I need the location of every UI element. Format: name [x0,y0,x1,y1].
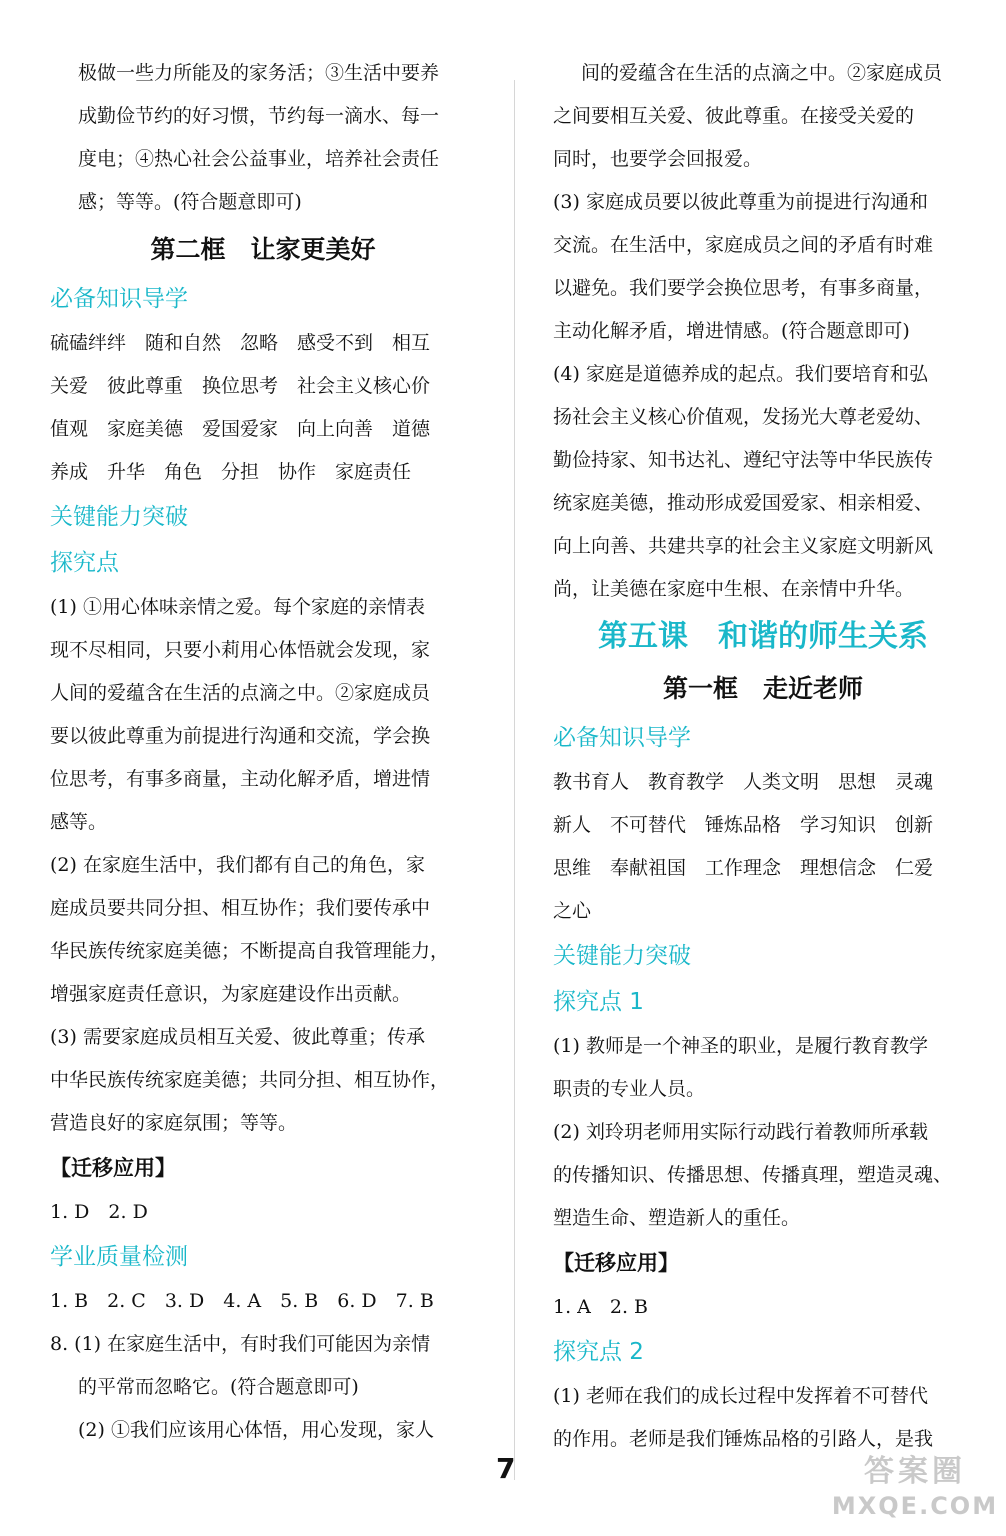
watermark-logo-text: 答案圈 [864,1454,966,1489]
text-line: 度电；④热心社会公益事业，培养社会责任 [78,148,440,170]
keyword-line: 养成 升华 角色 分担 协作 家庭责任 [50,461,412,483]
text-line: 感等。 [50,811,108,833]
frame-title: 第二框 让家更美好 [150,235,376,264]
keyword-line: 值观 家庭美德 爱国爱家 向上向善 道德 [50,418,431,440]
text-line: 勤俭持家、知书达礼、遵纪守法等中华民族传 [553,449,934,471]
text-line: 之间要相互关爱、彼此尊重。在接受关爱的 [553,105,915,127]
keyword-line: 思维 奉献祖国 工作理念 理想信念 仁爱 [553,857,934,879]
text-line: 统家庭美德，推动形成爱国爱家、相亲相爱、 [553,492,934,514]
transfer-heading: 【迁移应用】 [553,1250,679,1275]
text-line: 极做一些力所能及的家务活；③生活中要养 [78,62,440,84]
left-column [50,52,476,1452]
text-line: 的传播知识、传播思想、传播真理，塑造灵魂、 [553,1164,953,1186]
text-line: 主动化解矛盾，增进情感。(符合题意即可) [553,320,910,342]
text-line: 尚，让美德在家庭中生根、在亲情中升华。 [553,578,915,600]
right-column [553,52,973,1461]
text-line: 现不尽相同，只要小莉用心体悟就会发现，家 [50,639,431,661]
answer-line: 1. B 2. C 3. D 4. A 5. B 6. D 7. B [50,1290,434,1312]
text-line: 的作用。老师是我们锤炼品格的引路人，是我 [553,1428,934,1450]
text-line: 庭成员要共同分担、相互协作；我们要传承中 [50,897,431,919]
text-line: 华民族传统家庭美德；不断提高自我管理能力， [50,940,450,962]
lesson-title: 第五课 和谐的师生关系 [598,619,928,654]
text-line: 感；等等。(符合题意即可) [78,191,302,213]
text-line: (3) 家庭成员要以彼此尊重为前提进行沟通和 [553,191,928,213]
transfer-heading: 【迁移应用】 [50,1155,176,1180]
text-line: (4) 家庭是道德养成的起点。我们要培育和弘 [553,363,928,385]
section-heading: 探究点 2 [553,1339,644,1365]
section-heading: 必备知识导学 [50,286,188,312]
keyword-line: 硫磕绊绊 随和自然 忽略 感受不到 相互 [50,332,431,354]
text-line: 人间的爱蕴含在生活的点滴之中。②家庭成员 [50,682,431,704]
text-line: (2) ①我们应该用心体悟，用心发现，家人 [78,1419,434,1441]
text-line: (2) 刘玲玥老师用实际行动践行着教师所承载 [553,1121,928,1143]
text-line: 扬社会主义核心价值观，发扬光大尊老爱幼、 [553,406,934,428]
answer-line: 1. A 2. B [553,1296,649,1318]
text-line: (1) 老师在我们的成长过程中发挥着不可替代 [553,1385,928,1407]
text-line: 间的爱蕴含在生活的点滴之中。②家庭成员 [581,62,943,84]
column-divider [514,80,515,1480]
keyword-line: 关爱 彼此尊重 换位思考 社会主义核心价 [50,375,431,397]
text-line: 塑造生命、塑造新人的重任。 [553,1207,801,1229]
frame-title: 第一框 走近老师 [662,674,863,703]
text-line: (1) ①用心体味亲情之爱。每个家庭的亲情表 [50,596,425,618]
text-line: 职责的专业人员。 [553,1078,706,1100]
section-heading: 学业质量检测 [50,1244,188,1270]
site-watermark [830,1453,1000,1528]
section-heading: 探究点 [50,550,119,576]
text-line: 的平常而忽略它。(符合题意即可) [78,1376,359,1398]
section-heading: 关键能力突破 [553,943,691,969]
text-line: 增强家庭责任意识，为家庭建设作出贡献。 [50,983,412,1005]
text-line: (1) 教师是一个神圣的职业，是履行教育教学 [553,1035,928,1057]
page-number: 7 [496,1452,516,1485]
keyword-line: 之心 [553,900,592,922]
text-line: 8. (1) 在家庭生活中，有时我们可能因为亲情 [50,1333,431,1355]
text-line: 营造良好的家庭氛围；等等。 [50,1112,298,1134]
text-line: (2) 在家庭生活中，我们都有自己的角色，家 [50,854,425,876]
text-line: 交流。在生活中，家庭成员之间的矛盾有时难 [553,234,934,256]
answer-line: 1. D 2. D [50,1201,148,1223]
text-line: 中华民族传统家庭美德；共同分担、相互协作， [50,1069,450,1091]
text-line: (3) 需要家庭成员相互关爱、彼此尊重；传承 [50,1026,425,1048]
text-line: 以避免。我们要学会换位思考，有事多商量， [553,277,934,299]
section-heading: 必备知识导学 [553,725,691,751]
keyword-line: 新人 不可替代 锤炼品格 学习知识 创新 [553,814,934,836]
text-line: 向上向善、共建共享的社会主义家庭文明新风 [553,535,934,557]
text-line: 要以彼此尊重为前提进行沟通和交流，学会换 [50,725,431,747]
section-heading: 关键能力突破 [50,504,188,530]
text-line: 同时，也要学会回报爱。 [553,148,763,170]
text-line: 位思考，有事多商量，主动化解矛盾，增进情 [50,768,431,790]
section-heading: 探究点 1 [553,989,644,1015]
text-line: 成勤俭节约的好习惯，节约每一滴水、每一 [78,105,440,127]
watermark-url: MXQE.COM [831,1492,999,1520]
keyword-line: 教书育人 教育教学 人类文明 思想 灵魂 [553,771,934,793]
